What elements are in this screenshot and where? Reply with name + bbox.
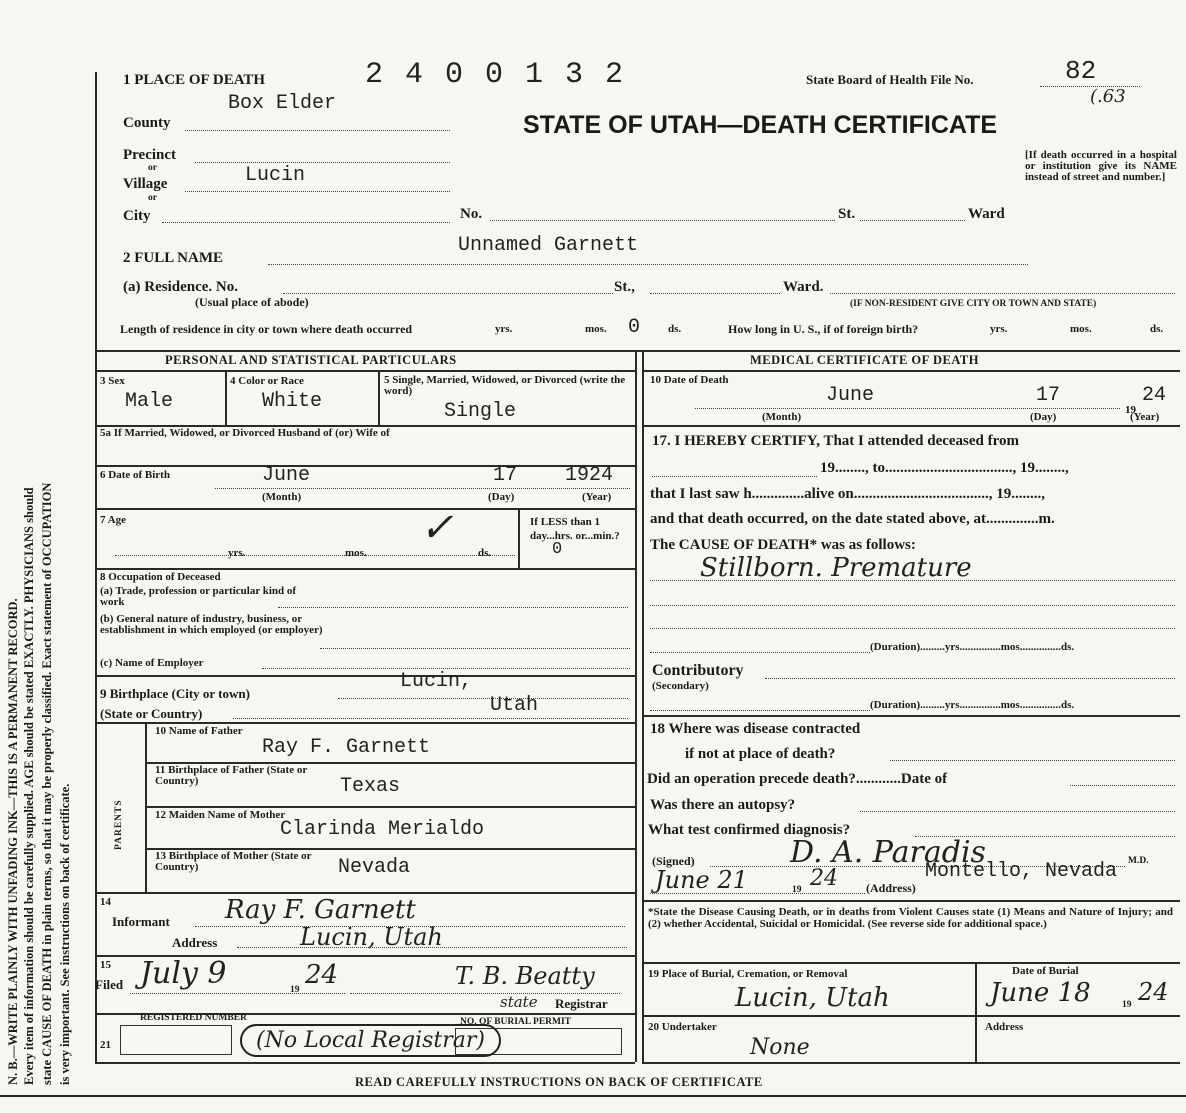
or-label-2: or bbox=[148, 193, 157, 203]
nonresident-note: (IF NON-RESIDENT GIVE CITY OR TOWN AND STATE) bbox=[850, 299, 1097, 309]
dob-month: June bbox=[262, 464, 311, 487]
footer-instructions: READ CAREFULLY INSTRUCTIONS ON BACK OF CERTIFICATE bbox=[355, 1075, 763, 1089]
full-name-value: Unnamed Garnett bbox=[458, 234, 639, 257]
dob-label: 6 Date of Birth bbox=[100, 469, 170, 481]
residence-sub: (Usual place of abode) bbox=[195, 295, 309, 309]
operation-label: Did an operation precede death?............Date of bbox=[647, 771, 948, 787]
no-label: No. bbox=[460, 206, 483, 222]
less-than-day-label: If LESS than 1 day...hrs. or...min.? bbox=[530, 516, 620, 542]
birthplace-label: 9 Birthplace (City or town) bbox=[100, 686, 250, 701]
dob-year: 1924 bbox=[565, 464, 614, 487]
certify-line-1: 17. I HEREBY CERTIFY, That I attended deceased from bbox=[652, 433, 1020, 449]
death-year: 24 bbox=[1142, 384, 1167, 407]
margin-line-4: is very important. See instructions on back of certificate. bbox=[58, 783, 72, 1085]
us-yrs: yrs. bbox=[990, 323, 1008, 335]
mother-birth-label: 13 Birthplace of Mother (State or Country) bbox=[155, 850, 312, 873]
age-label: 7 Age bbox=[100, 514, 126, 526]
occupation-c-label: (c) Name of Employer bbox=[100, 657, 204, 669]
length-ds: ds. bbox=[668, 323, 682, 335]
color-label: 4 Color or Race bbox=[230, 375, 304, 387]
county-label: County bbox=[123, 115, 171, 131]
md-label: M.D. bbox=[1128, 856, 1149, 866]
residence-st-label: St., bbox=[614, 279, 635, 295]
burial-place: Lucin, Utah bbox=[735, 983, 890, 1013]
burial-year-prefix: 19 bbox=[1122, 1000, 1132, 1010]
cause-of-death: Stillborn. Premature bbox=[700, 553, 972, 583]
signed-date: June 21 bbox=[655, 866, 748, 894]
cause-of-death-label: The CAUSE OF DEATH* was as follows: bbox=[650, 537, 916, 553]
or-label-1: or bbox=[148, 163, 157, 173]
undertaker-label: 20 Undertaker bbox=[648, 1021, 717, 1033]
signed-address: Montello, Nevada bbox=[925, 860, 1118, 883]
margin-line-1: N. B.—WRITE PLAINLY WITH UNFADING INK—THIS IS A PERMANENT RECORD. bbox=[6, 598, 20, 1085]
margin-line-2: Every item of information should be carefully supplied. AGE should be stated EXACTLY. PHYSICIANS should bbox=[22, 487, 36, 1085]
father-birth: Texas bbox=[340, 775, 401, 798]
item-21-number: 21 bbox=[100, 1039, 111, 1051]
file-no-annotation: (.63 bbox=[1090, 86, 1126, 107]
filed-date: July 9 bbox=[140, 956, 227, 991]
physician-signature: D. A. Paradis bbox=[790, 835, 986, 870]
father-birth-label: 11 Birthplace of Father (State or Country) bbox=[155, 764, 308, 787]
certificate-number: 2 4 0 0 1 3 2 bbox=[365, 58, 626, 92]
residence-ward-label: Ward. bbox=[783, 279, 824, 295]
registered-number-label: REGISTERED NUMBER bbox=[140, 1013, 247, 1023]
city-label: City bbox=[123, 208, 151, 224]
spouse-label: 5a If Married, Widowed, or Divorced Husband of (or) Wife of bbox=[100, 427, 390, 439]
registered-number-box[interactable] bbox=[120, 1025, 232, 1055]
burial-year: 24 bbox=[1138, 978, 1169, 1006]
footnote: *State the Disease Causing Death, or in deaths from Violent Causes state (1) Means and Nature of Injury; and (2) whether Accidental, Suicidal or Homicidal. (See reverse side for additional space.) bbox=[648, 906, 1173, 930]
sex-value: Male bbox=[125, 390, 174, 413]
death-year-prefix: 19 bbox=[1125, 404, 1136, 416]
registrar-label: Registrar bbox=[555, 996, 608, 1011]
mother-name: Clarinda Merialdo bbox=[280, 818, 485, 841]
full-name-label: 2 FULL NAME bbox=[123, 250, 224, 266]
birthplace-state-label: (State or Country) bbox=[100, 706, 203, 721]
occupation-label: 8 Occupation of Deceased bbox=[100, 571, 221, 583]
file-no-label: State Board of Health File No. bbox=[806, 72, 974, 87]
death-month: June bbox=[826, 384, 875, 407]
question-18-line-2: if not at place of death? bbox=[685, 746, 836, 762]
mother-name-label: 12 Maiden Name of Mother bbox=[155, 809, 286, 821]
undertaker-value: None bbox=[750, 1035, 810, 1060]
diagnosis-test-label: What test confirmed diagnosis? bbox=[648, 822, 851, 838]
color-value: White bbox=[262, 390, 323, 413]
village-label: Village bbox=[123, 176, 168, 192]
certify-line-4: and that death occurred, on the date stated above, at..............m. bbox=[650, 511, 1055, 527]
age-yrs: yrs. bbox=[228, 547, 246, 559]
informant-number: 14 bbox=[100, 896, 111, 908]
signed-year-prefix: 19 bbox=[792, 885, 802, 895]
signed-label: (Signed) bbox=[652, 854, 695, 868]
mother-birth: Nevada bbox=[338, 856, 411, 879]
father-name: Ray F. Garnett bbox=[262, 736, 431, 759]
death-month-caption: (Month) bbox=[762, 411, 802, 423]
certify-line-2: 19........, to.................................., 19........, bbox=[820, 460, 1069, 476]
filed-number: 15 bbox=[100, 959, 111, 971]
death-day: 17 bbox=[1036, 384, 1061, 407]
signed-year: 24 bbox=[810, 866, 838, 891]
length-mos: mos. bbox=[585, 323, 607, 335]
age-ds: ds. bbox=[478, 547, 492, 559]
dob-day: 17 bbox=[493, 464, 518, 487]
sex-label: 3 Sex bbox=[100, 375, 125, 387]
length-yrs: yrs. bbox=[495, 323, 513, 335]
length-of-residence-label: Length of residence in city or town where death occurred bbox=[120, 322, 413, 336]
burial-date: June 18 bbox=[990, 978, 1091, 1008]
dob-month-caption: (Month) bbox=[262, 491, 302, 503]
parents-label: PARENTS bbox=[114, 799, 124, 850]
certify-line-3: that I last saw h..............alive on...................................., 19........, bbox=[650, 486, 1046, 502]
occupation-a-label: (a) Trade, profession or particular kind of work bbox=[100, 585, 297, 608]
duration-1: (Duration).........yrs...............mos...............ds. bbox=[870, 641, 1075, 653]
question-18-line-1: 18 Where was disease contracted bbox=[650, 721, 861, 737]
informant-signature: Ray F. Garnett bbox=[225, 895, 416, 925]
secondary-label: (Secondary) bbox=[652, 680, 709, 692]
left-border bbox=[95, 72, 97, 1062]
informant-label: Informant bbox=[112, 914, 170, 929]
date-of-death-label: 10 Date of Death bbox=[650, 374, 729, 386]
village-value: Lucin bbox=[245, 164, 306, 187]
marital-value: Single bbox=[444, 400, 517, 423]
certificate-title: STATE OF UTAH—DEATH CERTIFICATE bbox=[523, 111, 998, 139]
marital-label: 5 Single, Married, Widowed, or Divorced (write the word) bbox=[384, 374, 626, 397]
father-name-label: 10 Name of Father bbox=[155, 725, 243, 737]
st-label: St. bbox=[838, 206, 856, 222]
death-day-caption: (Day) bbox=[1030, 411, 1057, 423]
dob-day-caption: (Day) bbox=[488, 491, 515, 503]
place-of-death-label: 1 PLACE OF DEATH bbox=[123, 72, 266, 88]
burial-label: 19 Place of Burial, Cremation, or Removal bbox=[648, 968, 848, 980]
duration-2: (Duration).........yrs...............mos...............ds. bbox=[870, 699, 1075, 711]
length-days-value: 0 bbox=[628, 316, 641, 339]
filed-year: 24 bbox=[305, 960, 339, 990]
death-year-caption: (Year) bbox=[1130, 411, 1160, 423]
age-checkmark: ✓ bbox=[420, 505, 454, 551]
residence-label: (a) Residence. No. bbox=[123, 279, 238, 295]
less-than-min-value: 0 bbox=[552, 540, 563, 559]
registrar-signature: T. B. Beatty bbox=[455, 962, 595, 990]
file-no: 82 bbox=[1065, 56, 1097, 86]
birthplace-city: Lucin, bbox=[400, 670, 473, 693]
ward-label: Ward bbox=[968, 206, 1005, 222]
signed-address-label: (Address) bbox=[866, 881, 916, 895]
burial-permit-label: NO. OF BURIAL PERMIT bbox=[460, 1017, 572, 1027]
registrar-state-word: state bbox=[500, 993, 538, 1011]
informant-address: Lucin, Utah bbox=[300, 923, 443, 951]
margin-line-3: state CAUSE OF DEATH in plain terms, so that it may be properly classified. Exact statement of OCCUPATION bbox=[40, 482, 54, 1085]
filed-label: Filed bbox=[95, 977, 124, 992]
burial-date-label: Date of Burial bbox=[1012, 965, 1079, 977]
us-mos: mos. bbox=[1070, 323, 1092, 335]
filed-year-prefix: 19 bbox=[290, 985, 300, 995]
personal-section-title: PERSONAL AND STATISTICAL PARTICULARS bbox=[165, 353, 457, 367]
medical-section-title: MEDICAL CERTIFICATE OF DEATH bbox=[750, 353, 979, 367]
birthplace-state: Utah bbox=[490, 694, 539, 717]
age-mos: mos. bbox=[345, 547, 367, 559]
precinct-label: Precinct bbox=[123, 147, 177, 163]
occupation-b-label: (b) General nature of industry, business, or establishment in which employed (or employer) bbox=[100, 613, 323, 636]
how-long-in-us-label: How long in U. S., if of foreign birth? bbox=[728, 322, 919, 336]
undertaker-address-label: Address bbox=[985, 1021, 1024, 1033]
hospital-note: [If death occurred in a hospital or institution give its NAME instead of street and number.] bbox=[1025, 149, 1177, 183]
informant-address-label: Address bbox=[172, 935, 218, 950]
autopsy-label: Was there an autopsy? bbox=[650, 797, 796, 813]
contributory-label: Contributory bbox=[652, 662, 744, 679]
us-ds: ds. bbox=[1150, 323, 1164, 335]
dob-year-caption: (Year) bbox=[582, 491, 612, 503]
county-value: Box Elder bbox=[228, 92, 337, 115]
no-local-registrar-note: (No Local Registrar) bbox=[240, 1024, 501, 1057]
